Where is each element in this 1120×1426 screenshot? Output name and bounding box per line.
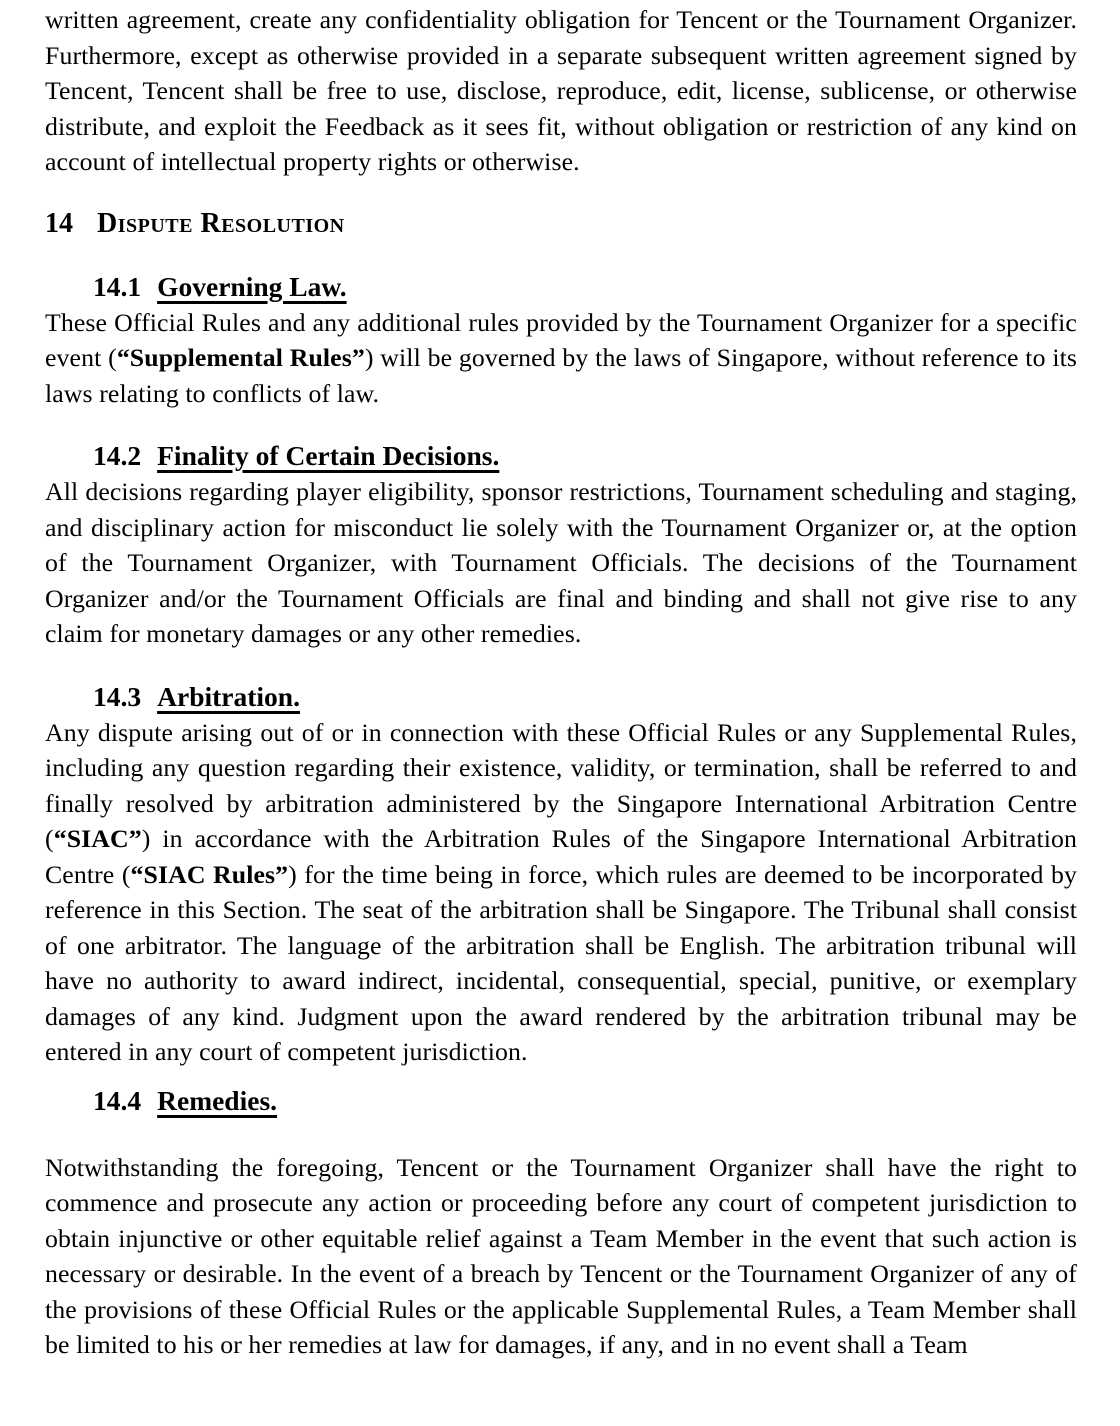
subsection-14-4-number: 14.4 xyxy=(93,1084,142,1116)
subsection-14-1-title: Governing Law. xyxy=(157,270,347,302)
subsection-14-3-body xyxy=(45,715,1077,1070)
text-run: ) for the time being in force, which rules are deemed to be incorporated by reference in this Section. The seat of the arbitration shall be Singapore. The Tribunal shall consist of one arbitrator. The language of the arbitration shall be English. The arbitration tribunal will have no authority to award indirect, incidental, consequential, special, punitive, or exemplary damages of any kind. Judgment upon the award rendered by the arbitration tribunal may be entered in any court of competent jurisdiction. xyxy=(45,859,1077,1066)
subsection-14-2-body xyxy=(45,474,1077,652)
text-run: Notwithstanding the foregoing, Tencent or the Tournament Organizer shall have the right to commence and prosecute any action or proceeding before any court of competent jurisdiction to obtain injunctive or other equitable relief against a Team Member in the event that such action is necessary or desirable. In the event of a breach by Tencent or the Tournament Organizer of any of the provisions of these Official Rules or the applicable Supplemental Rules, a Team Member shall be limited to his or her remedies at law for damages, if any, and in no event shall a Team xyxy=(45,1152,1077,1359)
section-title: Dispute Resolution xyxy=(97,207,345,239)
text-run: written agreement, create any confidentiality obligation for Tencent or the Tournament Organizer. Furthermore, except as otherwise provided in a separate subsequent written agreement signed by Tencent, Tencent shall be free to use, disclose, reproduce, edit, license, sublicense, or otherwise distribute, and exploit the Feedback as it sees fit, without obligation or restriction of any kind on account of intellectual property rights or otherwise. xyxy=(45,5,1077,176)
bold-text-run: “SIAC” xyxy=(53,824,142,853)
subsection-14-3-number: 14.3 xyxy=(93,680,142,712)
bold-text-run: “Supplemental Rules” xyxy=(116,343,365,372)
bold-text-run: “SIAC Rules” xyxy=(130,859,289,889)
subsection-14-4-heading xyxy=(93,1083,1077,1119)
text-run: ) will be governed by the laws of Singapore, without reference to its laws relating to conflicts of law. xyxy=(45,343,1077,408)
text-run: All decisions regarding player eligibility, sponsor restrictions, Tournament scheduling and staging, and disciplinary action for misconduct lie solely with the Tournament Organizer or, at the option of the Tournament Organizer, with Tournament Officials. The decisions of the Tournament Organizer and/or the Tournament Officials are final and binding and shall not give rise to any claim for monetary damages or any other remedies. xyxy=(45,477,1077,648)
section-14-heading xyxy=(45,206,1077,242)
subsection-14-1-body xyxy=(45,305,1077,412)
subsection-14-2-number: 14.2 xyxy=(93,440,142,471)
subsection-14-3-heading xyxy=(93,679,1077,715)
subsection-14-2-title: Finality of Certain Decisions. xyxy=(157,440,500,471)
subsection-14-4-body xyxy=(45,1150,1077,1363)
subsection-14-1-number: 14.1 xyxy=(93,270,142,302)
subsection-14-3-title: Arbitration. xyxy=(157,680,300,712)
subsection-14-2-heading xyxy=(93,438,1077,474)
subsection-14-4-title: Remedies. xyxy=(157,1084,278,1116)
text-run: ) in accordance with the Arbitration Rules of the Singapore International Arbitration Centre ( xyxy=(45,824,1077,889)
section-number: 14 xyxy=(45,207,73,239)
subsection-14-1-heading xyxy=(93,269,1077,305)
text-run: Any dispute arising out of or in connection with these Official Rules or any Supplemental Rules, including any question regarding their existence, validity, or termination, shall be referred to and finally resolved by arbitration administered by the Singapore International Arbitration Centre ( xyxy=(45,717,1077,853)
text-run: These Official Rules and any additional rules provided by the Tournament Organizer for a specific event ( xyxy=(45,307,1077,372)
intro-paragraph xyxy=(45,2,1077,180)
